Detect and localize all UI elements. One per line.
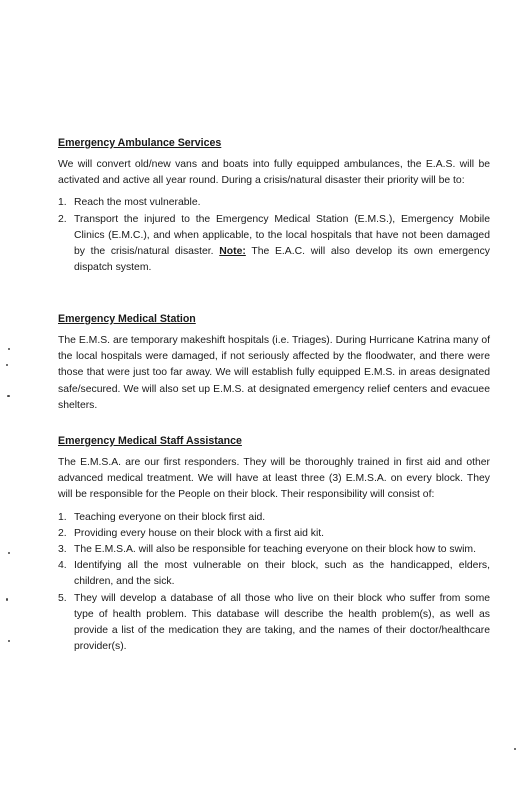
- list-item-number: 2.: [58, 527, 67, 539]
- list-item-text: Transport the injured to the Emergency Medical Station (E.M.S.), Emergency Mobile Clinics (E.M.C.), and when applicable, to the local hospitals that have not been damaged by the crisis/natural disaster.: [74, 213, 490, 258]
- scan-speck: [7, 395, 10, 397]
- list-item-number: 5.: [58, 592, 67, 604]
- section-heading: Emergency Medical Station: [58, 313, 196, 325]
- list-item-number: 2.: [58, 213, 67, 225]
- list-item: [58, 212, 490, 277]
- scan-speck: [8, 348, 10, 350]
- section-emergency-medical-staff-assistance: [58, 435, 490, 655]
- scan-speck: [514, 748, 516, 750]
- scan-speck: [6, 364, 8, 366]
- list-item-text: They will develop a database of all those who live on their block who suffer from some type of health problem. This database will describe the health problem(s), as well as provide a list of the medication they are taking, and the names of their doctor/healthcare provider(s).: [74, 592, 490, 653]
- list-item: [58, 558, 490, 590]
- list-item-text: Identifying all the most vulnerable on their block, such as the handicapped, elders, children, and the sick.: [74, 560, 490, 588]
- section-intro: The E.M.S.A. are our first responders. They will be thoroughly trained in first aid and other advanced medical treatment. We will have at least three (3) E.M.S.A. on every block. They will be responsible for the People on their block. Their responsibility will consist of:: [58, 457, 490, 501]
- list-item-text: Teaching everyone on their block first aid.: [74, 511, 266, 523]
- note-text: The E.A.C. will also develop its own emergency dispatch system.: [74, 246, 490, 274]
- list-item-number: 1.: [58, 197, 67, 209]
- list-item-text: Providing every house on their block with a first aid kit.: [74, 527, 325, 539]
- responsibility-list: [58, 510, 490, 656]
- scan-speck: [6, 598, 8, 601]
- note-label: Note:: [219, 246, 246, 258]
- list-item-text: Reach the most vulnerable.: [74, 197, 201, 209]
- section-emergency-medical-station: [58, 313, 490, 414]
- list-item: [58, 510, 490, 526]
- list-item: [58, 591, 490, 656]
- scan-speck: [8, 640, 10, 642]
- list-item-number: 1.: [58, 511, 67, 523]
- list-item-number: 4.: [58, 560, 67, 572]
- priority-list: [58, 195, 490, 276]
- list-item-text: The E.M.S.A. will also be responsible for teaching everyone on their block how to swim.: [74, 544, 476, 556]
- list-item: [58, 526, 490, 542]
- list-item: [58, 542, 490, 558]
- section-heading: Emergency Medical Staff Assistance: [58, 435, 242, 447]
- section-intro: We will convert old/new vans and boats into fully equipped ambulances, the E.A.S. will be activated and active all year round. During a crisis/natural disaster their priority will be to:: [58, 159, 490, 187]
- list-item-number: 3.: [58, 544, 67, 556]
- scan-speck: [8, 552, 10, 554]
- list-item: [58, 195, 490, 211]
- section-emergency-ambulance-services: [58, 137, 490, 276]
- section-body: The E.M.S. are temporary makeshift hospitals (i.e. Triages). During Hurricane Katrina many of the local hospitals were damaged, if not seriously affected by the floodwater, and there were those that were just too far away. We will establish fully equipped E.M.S. in areas designated safe/secured. We will also set up E.M.S. at designated emergency relief centers and evacuee shelters.: [58, 335, 490, 411]
- section-heading: Emergency Ambulance Services: [58, 137, 222, 149]
